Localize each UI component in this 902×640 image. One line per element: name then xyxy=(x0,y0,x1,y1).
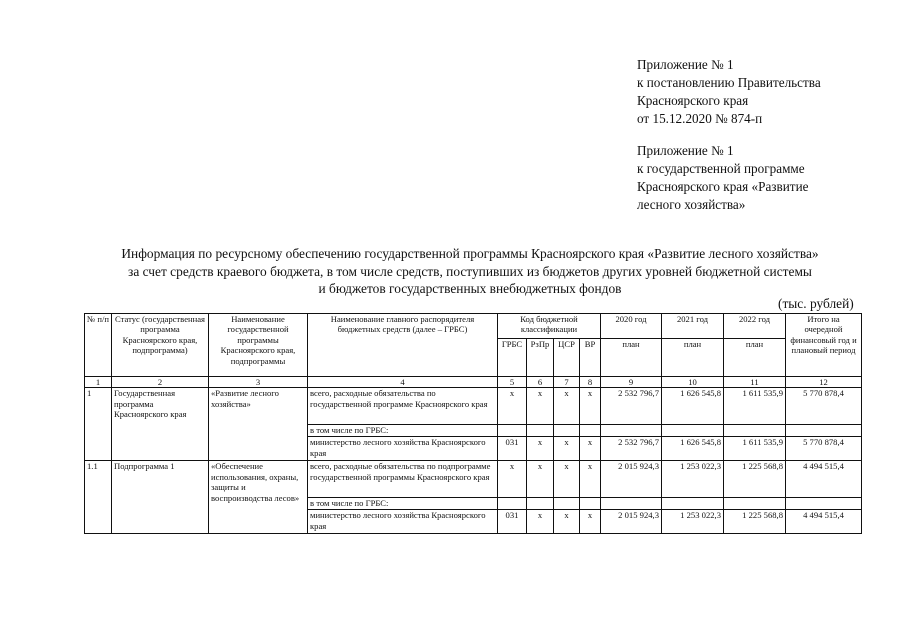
appendix-program-block xyxy=(637,142,808,214)
column-number: 9 xyxy=(601,377,662,388)
cell-2020: 2 015 924,3 xyxy=(601,461,662,498)
header-code-grbs: ГРБС xyxy=(498,339,527,377)
cell-csr: x xyxy=(554,510,580,534)
header-year-2021: 2021 год xyxy=(662,314,724,339)
cell-grbs: x xyxy=(498,461,527,498)
cell-total: 5 770 878,4 xyxy=(786,437,862,461)
header-budget-code: Код бюджетной классификации xyxy=(498,314,601,339)
column-number: 12 xyxy=(786,377,862,388)
title-line: за счет средств краевого бюджета, в том числе средств, поступивших из бюджетов других уровней бюджетной системы xyxy=(128,263,812,279)
cell-vr: x xyxy=(580,437,601,461)
cell-2021: 1 626 545,8 xyxy=(662,437,724,461)
cell-2022: 1 225 568,8 xyxy=(724,510,786,534)
column-number: 11 xyxy=(724,377,786,388)
cell-2020: 2 532 796,7 xyxy=(601,437,662,461)
column-number: 10 xyxy=(662,377,724,388)
appendix-decree-line: от 15.12.2020 № 874-п xyxy=(637,111,763,126)
cell-total: 5 770 878,4 xyxy=(786,388,862,425)
cell-2022: 1 611 535,9 xyxy=(724,437,786,461)
cell-rzpr: x xyxy=(527,461,554,498)
cell-2022: 1 611 535,9 xyxy=(724,388,786,425)
row-desc: в том числе по ГРБС: xyxy=(308,425,498,437)
column-number: 1 xyxy=(85,377,112,388)
row-program-name: «Обеспечение использования, охраны, защиты и воспроизводства лесов» xyxy=(209,461,308,534)
column-number: 6 xyxy=(527,377,554,388)
header-code-rzpr: РзПр xyxy=(527,339,554,377)
document-title xyxy=(60,245,880,298)
appendix-program-line: лесного хозяйства» xyxy=(637,197,746,212)
table-row xyxy=(85,388,862,425)
header-code-vr: ВР xyxy=(580,339,601,377)
row-num: 1 xyxy=(85,388,112,461)
column-number: 5 xyxy=(498,377,527,388)
header-plan-2020: план xyxy=(601,339,662,377)
header-year-2020: 2020 год xyxy=(601,314,662,339)
appendix-decree-line: Красноярского края xyxy=(637,93,749,108)
appendix-program-line: к государственной программе xyxy=(637,161,805,176)
row-status: Подпрограмма 1 xyxy=(112,461,209,534)
row-num: 1.1 xyxy=(85,461,112,534)
cell-vr: x xyxy=(580,510,601,534)
header-num: № п/п xyxy=(85,314,112,377)
column-number: 4 xyxy=(308,377,498,388)
title-line: и бюджетов государственных внебюджетных фондов xyxy=(318,281,622,296)
cell-rzpr: x xyxy=(527,437,554,461)
appendix-program-line: Приложение № 1 xyxy=(637,143,734,158)
cell-csr: x xyxy=(554,461,580,498)
header-status: Статус (государственная программа Красноярского края, подпрограмма) xyxy=(112,314,209,377)
cell-2020: 2 532 796,7 xyxy=(601,388,662,425)
header-plan-2022: план xyxy=(724,339,786,377)
appendix-decree-block xyxy=(637,56,821,128)
column-number: 8 xyxy=(580,377,601,388)
cell-grbs: 031 xyxy=(498,437,527,461)
cell-total: 4 494 515,4 xyxy=(786,510,862,534)
cell-2021: 1 626 545,8 xyxy=(662,388,724,425)
cell-2022: 1 225 568,8 xyxy=(724,461,786,498)
header-grbs-name: Наименование главного распорядителя бюджетных средств (далее – ГРБС) xyxy=(308,314,498,377)
row-program-name: «Развитие лесного хозяйства» xyxy=(209,388,308,461)
header-year-2022: 2022 год xyxy=(724,314,786,339)
cell-2021: 1 253 022,3 xyxy=(662,510,724,534)
resource-table xyxy=(84,313,862,534)
row-desc: всего, расходные обязательства по государственной программе Красноярского края xyxy=(308,388,498,425)
cell-rzpr: x xyxy=(527,388,554,425)
appendix-program-line: Красноярского края «Развитие xyxy=(637,179,809,194)
row-desc: министерство лесного хозяйства Красноярского края xyxy=(308,437,498,461)
row-status: Государственная программа Красноярского края xyxy=(112,388,209,461)
row-desc: министерство лесного хозяйства Красноярского края xyxy=(308,510,498,534)
column-number: 7 xyxy=(554,377,580,388)
cell-vr: x xyxy=(580,461,601,498)
cell-csr: x xyxy=(554,437,580,461)
column-number: 3 xyxy=(209,377,308,388)
header-total: Итого на очередной финансовый год и плановый период xyxy=(786,314,862,377)
cell-2020: 2 015 924,3 xyxy=(601,510,662,534)
cell-rzpr: x xyxy=(527,510,554,534)
header-plan-2021: план xyxy=(662,339,724,377)
table-row xyxy=(85,461,862,498)
cell-2021: 1 253 022,3 xyxy=(662,461,724,498)
cell-total: 4 494 515,4 xyxy=(786,461,862,498)
appendix-decree-line: к постановлению Правительства xyxy=(637,75,821,90)
appendix-decree-line: Приложение № 1 xyxy=(637,57,734,72)
cell-grbs: 031 xyxy=(498,510,527,534)
cell-grbs: x xyxy=(498,388,527,425)
title-line: Информация по ресурсному обеспечению государственной программы Красноярского края «Развитие лесного хозяйства» xyxy=(121,246,819,261)
column-number: 2 xyxy=(112,377,209,388)
row-desc: в том числе по ГРБС: xyxy=(308,498,498,510)
header-code-csr: ЦСР xyxy=(554,339,580,377)
header-program-name: Наименование государственной программы Красноярского края, подпрограммы xyxy=(209,314,308,377)
row-desc: всего, расходные обязательства по подпрограмме государственной программы Красноярского края xyxy=(308,461,498,498)
cell-vr: x xyxy=(580,388,601,425)
units-label: (тыс. рублей) xyxy=(778,296,854,311)
cell-csr: x xyxy=(554,388,580,425)
